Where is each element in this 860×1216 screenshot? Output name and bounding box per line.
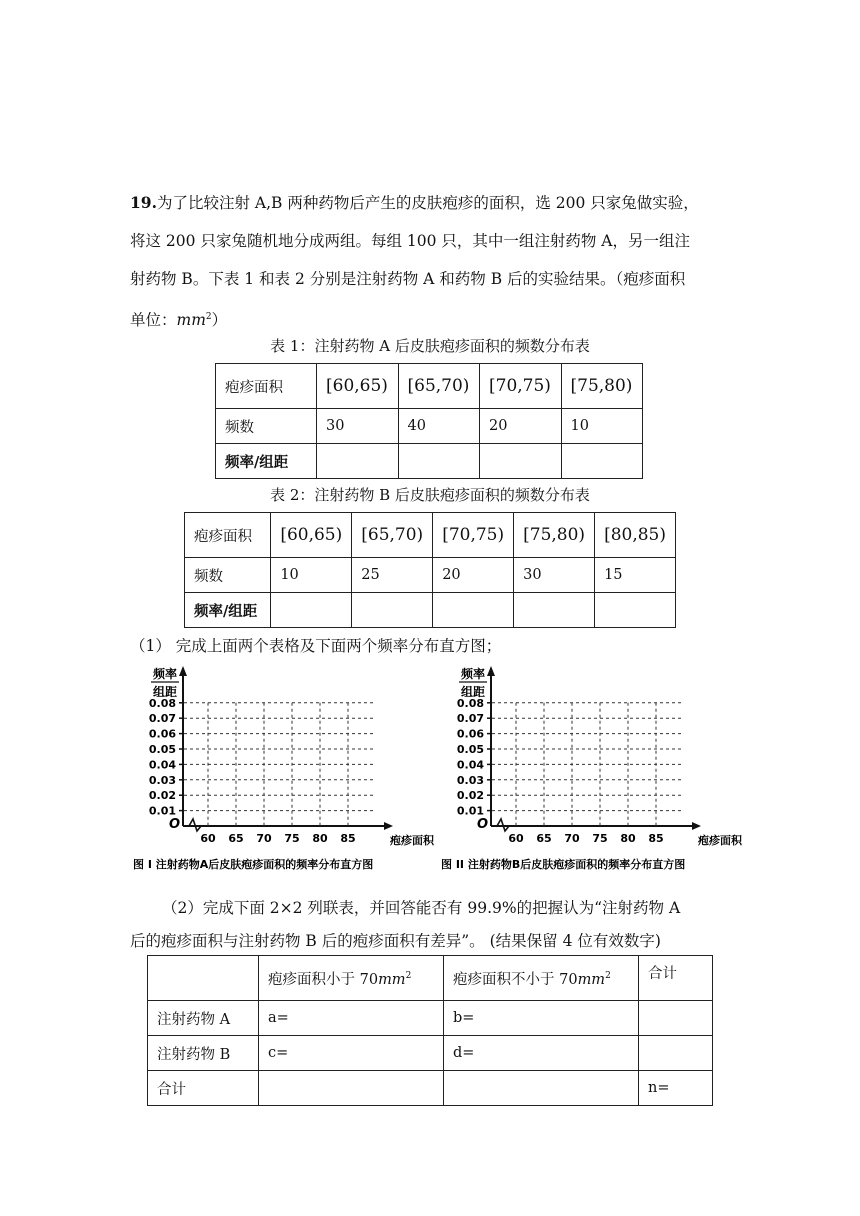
y-axis-arrow — [179, 666, 187, 676]
x-tick-label: 60 — [200, 832, 216, 845]
x-axis-label: 疱疹面积 — [390, 834, 434, 847]
table1-blank-cell — [398, 444, 480, 479]
table1-row-label-count: 频数 — [216, 409, 317, 444]
table2-interval: [70,75) — [433, 513, 514, 558]
origin-label: O — [477, 817, 489, 832]
question-line-2: 将这 200 只家兔随机地分成两组。每组 100 只，其中一组注射药物 A，另一组注 — [130, 232, 691, 250]
table1-blank-cell — [480, 444, 562, 479]
y-tick-label: 0.06 — [456, 727, 484, 741]
table1-interval: [70,75) — [480, 364, 562, 409]
table2-blank-cell — [352, 593, 433, 628]
y-axis-label-bottom: 组距 — [461, 685, 486, 699]
x-tick-label: 75 — [592, 832, 608, 845]
table1-interval: [75,80) — [561, 364, 643, 409]
table3-blank-cell — [639, 1001, 713, 1036]
y-tick-label: 0.08 — [148, 696, 176, 710]
x-tick-label: 60 — [508, 832, 524, 845]
y-axis-label-bottom: 组距 — [153, 685, 178, 699]
table2-row-label-density: 频率/组距 — [185, 593, 271, 628]
question-line-3: 射药物 B。下表 1 和表 2 分别是注射药物 A 和药物 B 后的实验结果。（疱疹面积 — [130, 270, 686, 288]
table2-blank-cell — [514, 593, 595, 628]
y-tick-label: 0.04 — [456, 758, 484, 772]
table2-count: 15 — [595, 558, 676, 593]
x-tick-label: 65 — [536, 832, 552, 845]
table2-caption: 表 2：注射药物 B 后皮肤疱疹面积的频数分布表 — [270, 486, 590, 504]
table2-interval: [75,80) — [514, 513, 595, 558]
table2-interval: [65,70) — [352, 513, 433, 558]
table2-count: 25 — [352, 558, 433, 593]
table2-count: 20 — [433, 558, 514, 593]
table2-blank-cell — [433, 593, 514, 628]
table2-count: 30 — [514, 558, 595, 593]
y-tick-label: 0.06 — [148, 727, 176, 741]
question-line-4: 单位：$mm^2$） — [130, 311, 228, 330]
table3-blank-cell — [259, 1071, 444, 1106]
y-tick-label: 0.01 — [456, 804, 484, 818]
table3-cell-d: d= — [444, 1036, 639, 1071]
y-tick-label: 0.03 — [148, 773, 176, 787]
question-line-1: 为了比较注射 A,B 两种药物后产生的皮肤疱疹的面积，选 200 只家兔做实验， — [156, 194, 699, 212]
unit: mm — [176, 311, 206, 330]
x-tick-label: 80 — [312, 832, 328, 845]
x-tick-label: 70 — [256, 832, 272, 845]
x-tick-label: 80 — [620, 832, 636, 845]
part1-text: （1） 完成上面两个表格及下面两个频率分布直方图； — [130, 637, 502, 655]
table3-cell-c: c= — [259, 1036, 444, 1071]
table1-interval: [65,70) — [398, 364, 480, 409]
y-tick-label: 0.02 — [148, 789, 176, 803]
x-tick-label: 85 — [648, 832, 664, 845]
y-tick-label: 0.08 — [456, 696, 484, 710]
table3-cell-a: a= — [259, 1001, 444, 1036]
part2-line-2: 后的疱疹面积与注射药物 B 后的疱疹面积有差异”。 (结果保留 4 位有效数字) — [130, 932, 661, 950]
table3-header-less: 疱疹面积小于 $70mm^2$ — [259, 956, 444, 1001]
table1-blank-cell — [317, 444, 399, 479]
x-axis-label: 疱疹面积 — [698, 834, 742, 847]
x-axis-arrow — [692, 822, 701, 830]
histogram-figures — [0, 660, 860, 882]
table2-interval: [60,65) — [271, 513, 352, 558]
y-tick-label: 0.07 — [148, 712, 176, 726]
figure-caption: 图 II 注射药物B后皮肤疱疹面积的频率分布直方图 — [441, 858, 686, 871]
part2-text — [130, 892, 740, 958]
y-tick-label: 0.05 — [148, 743, 176, 756]
table3-header-total: 合计 — [639, 956, 713, 1001]
table3-header-notless: 疱疹面积不小于 $70mm^2$ — [444, 956, 639, 1001]
table1-interval: [60,65) — [317, 364, 399, 409]
table3-row-b: 注射药物 B — [148, 1036, 259, 1071]
contingency-table — [147, 955, 713, 1106]
y-tick-label: 0.07 — [456, 712, 484, 726]
table3-cell-b: b= — [444, 1001, 639, 1036]
table1-count: 30 — [317, 409, 399, 444]
table3-corner-cell — [148, 956, 259, 1001]
question-text — [130, 184, 730, 339]
table1-row-label-density: 频率/组距 — [216, 444, 317, 479]
part2-line-1: （2）完成下面 2×2 列联表，并回答能否有 99.9%的把握认为“注射药物 A — [162, 899, 681, 917]
table2-row-label-count: 频数 — [185, 558, 271, 593]
y-axis-label-top: 频率 — [461, 667, 486, 681]
table3-blank-cell — [444, 1071, 639, 1106]
table1 — [215, 363, 643, 479]
table3-blank-cell — [639, 1036, 713, 1071]
table1-row-label-area: 疱疹面积 — [216, 364, 317, 409]
y-axis-label-top: 频率 — [153, 667, 178, 681]
x-axis-arrow — [384, 822, 393, 830]
origin-label: O — [169, 817, 181, 832]
y-axis-arrow — [487, 666, 495, 676]
table2-count: 10 — [271, 558, 352, 593]
x-tick-label: 65 — [228, 832, 244, 845]
table2-blank-cell — [271, 593, 352, 628]
table1-caption: 表 1：注射药物 A 后皮肤疱疹面积的频数分布表 — [270, 337, 590, 355]
y-tick-label: 0.02 — [456, 789, 484, 803]
table3-row-total: 合计 — [148, 1071, 259, 1106]
y-tick-label: 0.03 — [456, 773, 484, 787]
table2-interval: [80,85) — [595, 513, 676, 558]
unit-exponent: 2 — [205, 312, 212, 322]
x-tick-label: 85 — [340, 832, 356, 845]
table3-cell-n: n= — [639, 1071, 713, 1106]
question-number: 19. — [130, 193, 157, 212]
table2-blank-cell — [595, 593, 676, 628]
table1-count: 10 — [561, 409, 643, 444]
table2 — [184, 512, 676, 628]
table1-count: 40 — [398, 409, 480, 444]
table2-row-label-area: 疱疹面积 — [185, 513, 271, 558]
x-tick-label: 75 — [284, 832, 300, 845]
y-tick-label: 0.01 — [148, 804, 176, 818]
table1-count: 20 — [480, 409, 562, 444]
x-tick-label: 70 — [564, 832, 580, 845]
y-tick-label: 0.05 — [456, 743, 484, 756]
figure-caption: 图 I 注射药物A后皮肤疱疹面积的频率分布直方图 — [133, 858, 374, 871]
table3-row-a: 注射药物 A — [148, 1001, 259, 1036]
y-tick-label: 0.04 — [148, 758, 176, 772]
table1-blank-cell — [561, 444, 643, 479]
